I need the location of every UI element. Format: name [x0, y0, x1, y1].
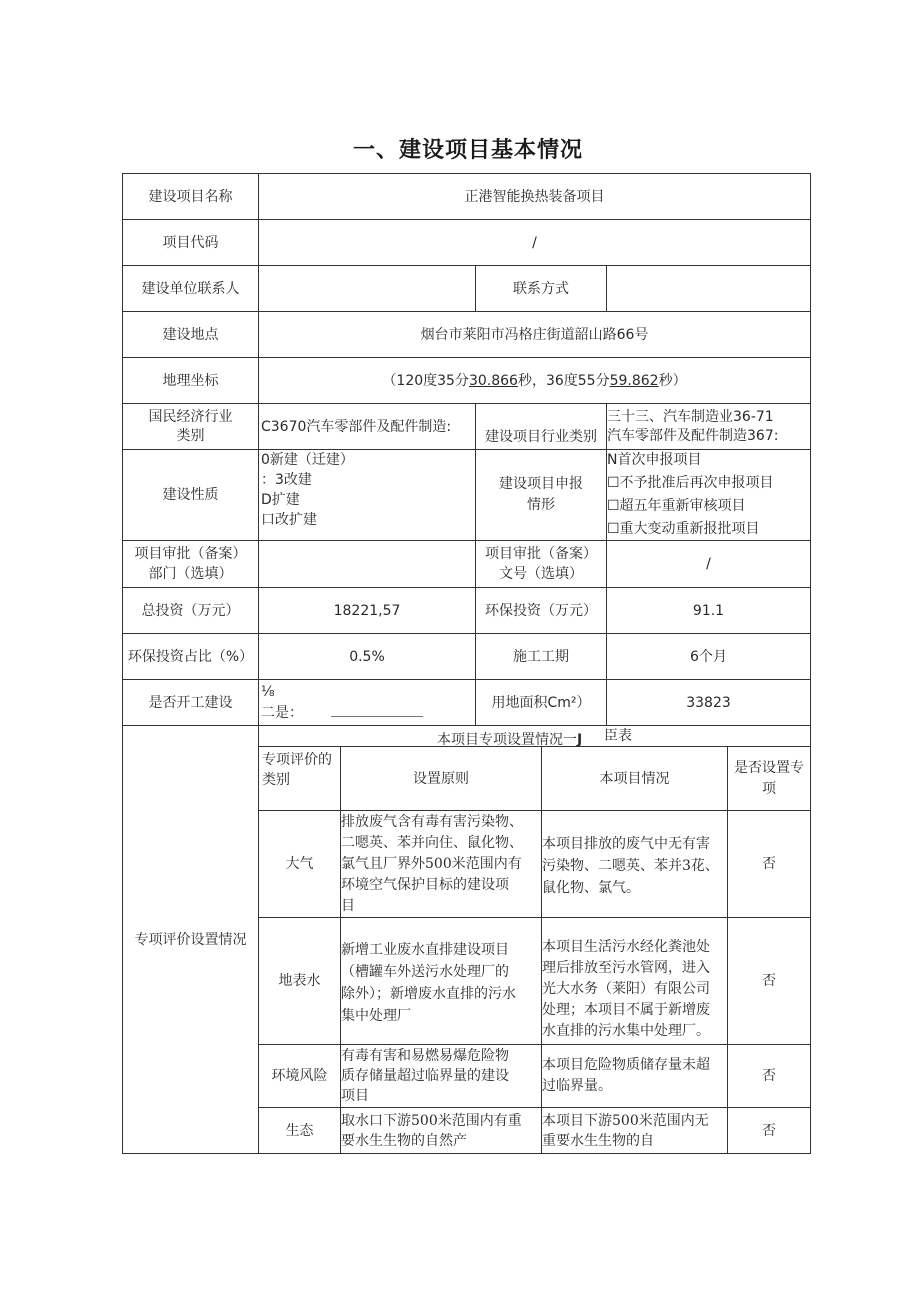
- project-industry-label: 建设项目行业类别: [485, 429, 597, 445]
- option-first-application[interactable]: N首次申报项目: [607, 452, 702, 468]
- construction-started-options: [259, 680, 475, 725]
- principle-surface-water: 新增工业废水直排建设项目 （槽罐车外送污水处理厂的 除外）；新增废水直排的污水 集中处理厂: [341, 942, 516, 1024]
- construction-period-label: 施工工期: [513, 648, 569, 665]
- option-rebuild-expand[interactable]: 口改扩建: [261, 512, 317, 528]
- special-assessment-label: 专项评价设置情况: [134, 931, 247, 948]
- project-name-value: 正港智能换热装备项目: [464, 188, 605, 205]
- project-name-label: 建设项目名称: [148, 188, 233, 205]
- situation-atmosphere: 本项目排放的废气中无有害 污染物、二嗯英、苯并3花、 鼠化物、氯气。: [542, 836, 719, 896]
- option-new-build[interactable]: 0新建（迁建）: [261, 452, 354, 468]
- situation-environmental-risk: 本项目危险物质储存量未超 过临界量。: [542, 1057, 710, 1094]
- project-code-label: 项目代码: [162, 234, 219, 251]
- env-investment-value: 91.1: [692, 602, 725, 619]
- approval-department-label: 项目审批（备案） 部门（选填）: [134, 546, 247, 582]
- option-major-change-reapproval[interactable]: ☐重大变动重新报批项目: [607, 521, 760, 537]
- env-investment-ratio-value: 0.5%: [349, 648, 385, 665]
- env-investment-ratio-label: 环保投资占比（%）: [127, 648, 254, 665]
- header-situation: 本项目情况: [599, 770, 670, 787]
- application-situation-label: 建设项目申报 情形: [499, 476, 583, 513]
- set-atmosphere: 否: [762, 856, 776, 872]
- page-title: 一、建设项目基本情况: [352, 138, 583, 163]
- option-reaudit-after-five-years[interactable]: ☐超五年重新审核项目: [607, 498, 746, 514]
- coordinates-label: 地理坐标: [162, 372, 219, 389]
- longitude-seconds: 30.866: [468, 372, 518, 389]
- category-surface-water: 地表水: [278, 973, 321, 989]
- option-expand[interactable]: D扩建: [261, 492, 300, 508]
- application-situation-options: [607, 450, 810, 540]
- special-table-caption: 本项目专项设置情况一J 臣表: [437, 728, 632, 746]
- industry-category-label: 国民经济行业 类别: [148, 408, 233, 444]
- option-started[interactable]: 二是：: [261, 704, 303, 721]
- location-value: 烟台市莱阳市冯格庄街道韶山路66号: [420, 326, 649, 343]
- project-industry-value: 三十三、汽车制造业36-71 汽车零部件及配件制造367:: [607, 408, 779, 444]
- header-category: 专项评价的 类别: [262, 752, 332, 788]
- category-ecology: 生态: [285, 1122, 314, 1139]
- set-ecology: 否: [762, 1122, 776, 1139]
- contact-person-value: [259, 266, 475, 311]
- approval-number-label: 项目审批（备案） 文号（选填）: [485, 546, 597, 582]
- contact-method-value: [607, 266, 810, 311]
- set-surface-water: 否: [762, 973, 776, 989]
- land-area-value: 33823: [686, 694, 731, 711]
- construction-nature-label: 建设性质: [162, 487, 219, 503]
- contact-method-label: 联系方式: [513, 280, 569, 297]
- option-rebuild[interactable]: ：3改建: [261, 472, 312, 488]
- total-investment-label: 总投资（万元）: [141, 602, 240, 619]
- construction-period-value: 6个月: [690, 648, 727, 665]
- set-environmental-risk: 否: [762, 1068, 776, 1084]
- coordinates-value: （120度35分30.866秒，36度55分59.862秒）: [382, 372, 687, 389]
- table-border-bottom: [122, 1153, 811, 1154]
- approval-number-value: /: [706, 556, 711, 572]
- project-code-value: /: [532, 234, 537, 251]
- principle-ecology: 取水口下游500米范围内有重 要水生生物的自然产: [341, 1112, 522, 1149]
- location-label: 建设地点: [162, 326, 219, 343]
- principle-environmental-risk: 有毒有害和易燃易爆危险物 质存储量超过临界量的建设 项目: [341, 1048, 509, 1104]
- industry-category-value: C3670汽车零部件及配件制造:: [261, 418, 452, 435]
- category-atmosphere: 大气: [285, 856, 314, 872]
- category-environmental-risk: 环境风险: [271, 1068, 328, 1084]
- option-reapply-after-rejection[interactable]: ☐不予批准后再次申报项目: [607, 475, 774, 491]
- contact-person-label: 建设单位联系人: [141, 280, 240, 297]
- header-set-special: 是否设置专 项: [734, 759, 804, 797]
- latitude-seconds: 59.862: [609, 372, 659, 389]
- land-area-label: 用地面积Cm²）: [491, 694, 591, 711]
- started-blank-field[interactable]: [331, 702, 423, 717]
- table-border-right: [810, 173, 811, 1154]
- total-investment-value: 18221,57: [333, 602, 401, 619]
- env-investment-label: 环保投资（万元）: [485, 602, 597, 619]
- header-principle: 设置原则: [413, 770, 469, 787]
- situation-ecology: 本项目下游500米范围内无 重要水生生物的自: [542, 1112, 709, 1149]
- construction-started-label: 是否开工建设: [148, 694, 233, 711]
- construction-nature-options: [259, 450, 475, 540]
- option-not-started[interactable]: ⅛: [261, 683, 275, 700]
- approval-department-value: [259, 541, 475, 587]
- situation-surface-water: 本项目生活污水经化粪池处 理后排放至污水管网，进入 光大水务（莱阳）有限公司 处理；本项目不属于新增废 水直排的污水集中处理厂。: [542, 939, 710, 1039]
- principle-atmosphere: 排放废气含有毒有害污染物、 二嗯英、苯并向住、鼠化物、 氯气且厂界外500米范围内有 环境空气保护目标的建设项 目: [341, 813, 523, 914]
